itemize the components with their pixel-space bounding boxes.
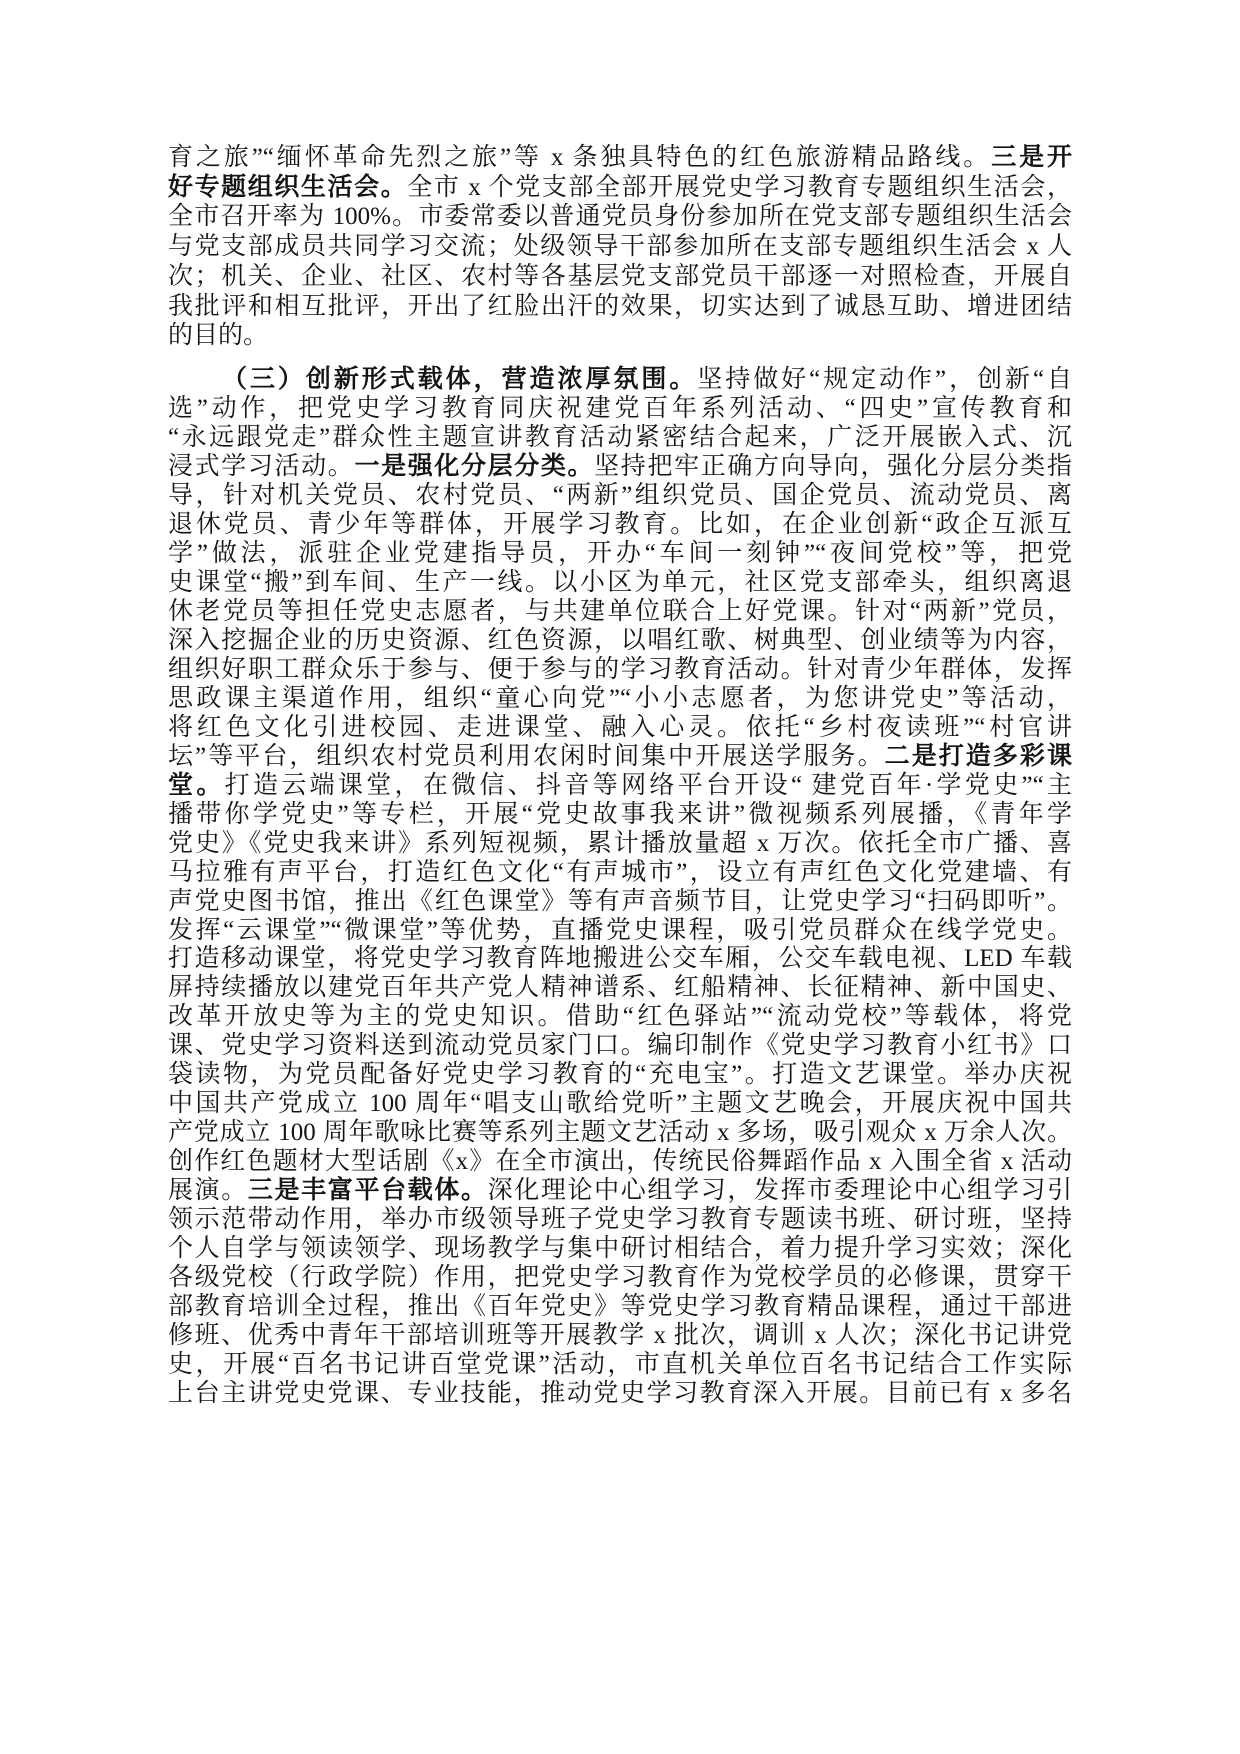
text-line — [168, 569, 1072, 598]
emphasis-text: 堂。 — [168, 771, 225, 799]
body-text: 思政课主渠道作用，组织“童心向党”“小小志愿者，为您讲党史”等活动， — [168, 684, 1072, 712]
text-line — [168, 1003, 1072, 1032]
body-text: 声党史图书馆，推出《红色课堂》等有声音频节目，让党史学习“扫码即听”。 — [168, 887, 1072, 915]
body-text: 发挥“云课堂”“微课堂”等优势，直播党史课程，吸引党员群众在线学党史。 — [168, 916, 1072, 944]
text-line — [168, 1351, 1072, 1380]
text-line — [168, 1148, 1072, 1177]
emphasis-text: 二是打造多彩课 — [884, 742, 1072, 770]
text-line — [168, 1206, 1072, 1235]
body-text: 屏持续播放以建党百年共产党人精神谱系、红船精神、长征精神、新中国史、 — [168, 974, 1072, 1002]
text-line — [168, 453, 1072, 482]
text-line — [168, 1380, 1072, 1409]
body-text: 播带你学党史”等专栏，开展“党史故事我来讲”微视频系列展播，《青年学 — [168, 800, 1072, 828]
text-line — [168, 656, 1072, 685]
text-line — [168, 540, 1072, 569]
body-text: 退休党员、青少年等群体，开展学习教育。比如，在企业创新“政企互派互 — [168, 511, 1072, 539]
emphasis-text: （三）创新形式载体，营造浓厚氛围。 — [222, 366, 698, 394]
text-line — [168, 173, 1072, 203]
emphasis-text: 好专题组织生活会。 — [168, 173, 408, 201]
body-text: 导，针对机关党员、农村党员、“两新”组织党员、国企党员、流动党员、离 — [168, 482, 1072, 510]
body-text: 袋读物，为党员配备好党史学习教育的“充电宝”。打造文艺课堂。举办庆祝 — [168, 1061, 1072, 1089]
body-text: 全市 x 个党支部全部开展党史学习教育专题组织生活会， — [407, 173, 1072, 201]
body-text-block — [168, 143, 1072, 1409]
text-line — [168, 366, 1072, 395]
body-text: 个人自学与领读领学、现场教学与集中研讨相结合，着力提升学习实效；深化 — [168, 1235, 1072, 1263]
body-text: 史，开展“百名书记讲百堂党课”活动，市直机关单位百名书记结合工作实际 — [168, 1350, 1072, 1378]
text-line — [168, 143, 1072, 173]
text-line — [168, 292, 1072, 322]
body-text: 育之旅”“缅怀革命先烈之旅”等 x 条独具特色的红色旅游精品路线。 — [168, 144, 992, 171]
body-text: 党史》《党史我来讲》系列短视频，累计播放量超 x 万次。依托全市广播、喜 — [168, 829, 1072, 857]
text-line — [168, 974, 1072, 1003]
body-text: 改革开放史等为主的党史知识。借助“红色驿站”“流动党校”等载体，将党 — [168, 1003, 1072, 1031]
text-line — [168, 1235, 1072, 1264]
text-line — [168, 743, 1072, 772]
text-line — [168, 859, 1072, 888]
text-line — [168, 945, 1072, 974]
text-line — [168, 1119, 1072, 1148]
text-line — [168, 1264, 1072, 1293]
emphasis-text: 三是开 — [991, 144, 1072, 171]
body-text: 展演。 — [168, 1177, 248, 1205]
text-line — [168, 917, 1072, 946]
body-text: 各级党校（行政学院）作用，把党史学习教育作为党校学员的必修课，贯穿干 — [168, 1263, 1072, 1291]
emphasis-text: 三是丰富平台载体。 — [247, 1177, 488, 1205]
text-line — [168, 888, 1072, 917]
body-text: 与党支部成员共同学习交流；处级领导干部参加所在支部专题组织生活会 x 人 — [168, 233, 1072, 261]
body-text: 将红色文化引进校园、走进课堂、融入心灵。依托“乡村夜读班”“村官讲 — [168, 713, 1072, 741]
text-line — [168, 801, 1072, 830]
text-line — [168, 1032, 1072, 1061]
body-text: 组织好职工群众乐于参与、便于参与的学习教育活动。针对青少年群体，发挥 — [168, 655, 1072, 683]
body-text: 打造移动课堂，将党史学习教育阵地搬进公交车厢，公交车载电视、LED 车载 — [168, 945, 1072, 973]
body-text: 全市召开率为 100%。市委常委以普通党员身份参加所在党支部专题组织生活会 — [168, 203, 1072, 231]
text-line — [168, 714, 1072, 743]
text-line — [168, 598, 1072, 627]
text-line — [168, 1177, 1072, 1206]
text-line — [168, 830, 1072, 859]
body-text: 选”动作，把党史学习教育同庆祝建党百年系列活动、“四史”宣传教育和 — [168, 395, 1072, 423]
body-text: 坚持把牢正确方向导向，强化分层分类指 — [594, 453, 1072, 481]
body-text: 创作红色题材大型话剧《x》在全市演出，传统民俗舞蹈作品 x 入围全省 x 活动 — [168, 1148, 1072, 1176]
text-line — [168, 482, 1072, 511]
body-text: 深化理论中心组学习，发挥市委理论中心组学习引 — [487, 1177, 1072, 1205]
body-text: 上台主讲党史党课、专业技能，推动党史学习教育深入开展。目前已有 x 多名 — [168, 1379, 1072, 1407]
body-text: “永远跟党走”群众性主题宣讲教育活动紧密结合起来，广泛开展嵌入式、沉 — [168, 424, 1072, 452]
text-line — [168, 772, 1072, 801]
body-text: 坚持做好“规定动作”，创新“自 — [697, 366, 1072, 394]
body-text: 史课堂“搬”到车间、生产一线。以小区为单元，社区党支部牵头，组织离退 — [168, 569, 1072, 597]
text-line — [168, 627, 1072, 656]
body-text: 课、党史学习资料送到流动党员家门口。编印制作《党史学习教育小红书》口 — [168, 1032, 1072, 1060]
body-text: 学”做法，派驻企业党建指导员，开办“车间一刻钟”“夜间党校”等，把党 — [168, 540, 1072, 568]
body-text: 次；机关、企业、社区、农村等各基层党支部党员干部逐一对照检查，开展自 — [168, 262, 1072, 290]
body-text: 马拉雅有声平台，打造红色文化“有声城市”，设立有声红色文化党建墙、有 — [168, 858, 1072, 886]
body-text: 产党成立 100 周年歌咏比赛等系列主题文艺活动 x 多场，吸引观众 x 万余人次。 — [168, 1119, 1072, 1147]
text-line — [168, 395, 1072, 424]
body-text: 休老党员等担任党史志愿者，与共建单位联合上好党课。针对“两新”党员， — [168, 598, 1072, 626]
text-line — [168, 685, 1072, 714]
body-text: 修班、优秀中青年干部培训班等开展教学 x 批次，调训 x 人次；深化书记讲党 — [168, 1321, 1072, 1349]
body-text: 深入挖掘企业的历史资源、红色资源，以唱红歌、树典型、创业绩等为内容， — [168, 627, 1072, 654]
body-text: 坛”等平台，组织农村党员利用农闲时间集中开展送学服务。 — [168, 742, 885, 770]
paragraph-special-meetings — [168, 143, 1072, 351]
text-line — [168, 424, 1072, 453]
text-line — [168, 1061, 1072, 1090]
body-text: 中国共产党成立 100 周年“唱支山歌给党听”主题文艺晚会，开展庆祝中国共 — [168, 1090, 1072, 1118]
text-line — [168, 262, 1072, 292]
text-line — [168, 1293, 1072, 1322]
text-line — [168, 1090, 1072, 1119]
text-line — [168, 1322, 1072, 1351]
body-text: 浸式学习活动。 — [168, 453, 355, 481]
text-line — [168, 202, 1072, 232]
paragraph-innovative-forms — [168, 366, 1072, 1408]
body-text: 我批评和相互批评，开出了红脸出汗的效果，切实达到了诚恳互助、增进团结 — [168, 292, 1072, 320]
body-text: 部教育培训全过程，推出《百年党史》等党史学习教育精品课程，通过干部进 — [168, 1292, 1072, 1320]
body-text: 打造云端课堂，在微信、抖音等网络平台开设“ 建党百年·学党史”“主 — [224, 771, 1072, 799]
body-text: 领示范带动作用，举办市级领导班子党史学习教育专题读书班、研讨班，坚持 — [168, 1206, 1072, 1234]
text-line — [168, 511, 1072, 540]
body-text: 的目的。 — [168, 322, 269, 350]
emphasis-text: 一是强化分层分类。 — [354, 453, 595, 481]
text-line — [168, 321, 1072, 351]
text-line — [168, 232, 1072, 262]
